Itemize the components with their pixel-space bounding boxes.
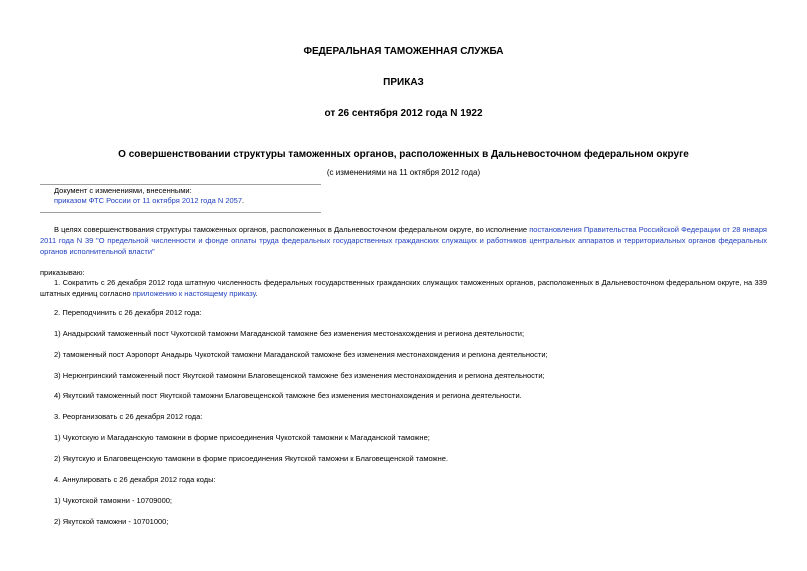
amending-order-link[interactable]: приказом ФТС России от 11 октября 2012 года N 2057 xyxy=(54,196,243,205)
paragraph: 3) Нерюнгринский таможенный пост Якутской таможни Благовещенской таможне без изменения местонахождения и региона деятельности; xyxy=(54,371,545,380)
paragraph: 4) Якутский таможенный пост Якутской таможни Благовещенской таможне без изменения местонахождения и региона деятельности. xyxy=(54,391,522,400)
preamble-paragraph xyxy=(40,224,767,257)
paragraph: 2. Переподчинить с 26 декабря 2012 года: xyxy=(54,308,202,317)
changes-bottom-rule xyxy=(40,212,321,213)
document-date: от 26 сентября 2012 года N 1922 xyxy=(324,108,483,119)
changes-link-line xyxy=(54,196,244,206)
item-1-paragraph xyxy=(40,277,767,299)
paragraph: 1) Чукотской таможни - 10709000; xyxy=(54,496,173,505)
changes-link-tail: . xyxy=(242,196,245,205)
paragraph: 4. Аннулировать с 26 декабря 2012 года коды: xyxy=(54,475,216,484)
order-word: приказываю: xyxy=(40,268,85,277)
document-type: ПРИКАЗ xyxy=(383,77,424,88)
item-1-text: 1. Сократить с 26 декабря 2012 года штатную численность федеральных государственных гражданских служащих таможенных органов, расположенных в Дальневосточном федеральном округе, на 339 штатных единиц согласно xyxy=(40,278,767,298)
paragraph: 3. Реорганизовать с 26 декабря 2012 года: xyxy=(54,412,203,421)
appendix-link[interactable]: приложению к настоящему приказу xyxy=(132,289,256,298)
paragraph: 1) Анадырский таможенный пост Чукотской таможни Магаданской таможне без изменения местонахождения и региона деятельности; xyxy=(54,329,525,338)
paragraph: 2) Якутской таможни - 10701000; xyxy=(54,517,169,526)
government-decree-link[interactable]: постановления Правительства Российской Федерации от 28 января 2011 года N 39 "О предельной численности и фонде оплаты труда федеральных государственных гражданских служащих и работников центральных аппаратов и территориальных органов федеральных органов исполнительной власти" xyxy=(40,225,767,256)
changes-top-rule xyxy=(40,184,321,185)
changes-block xyxy=(54,186,244,206)
paragraph: 2) таможенный пост Аэропорт Анадырь Чукотской таможни Магаданской таможне без изменения местонахождения и региона деятельности; xyxy=(54,350,548,359)
document-title: О совершенствовании структуры таможенных органов, расположенных в Дальневосточном федеральном округе xyxy=(118,149,689,160)
changes-caption: Документ с изменениями, внесенными: xyxy=(54,186,192,195)
preamble-text: В целях совершенствования структуры таможенных органов, расположенных в Дальневосточном федеральном округе, во исполнение xyxy=(54,225,530,234)
agency-name: ФЕДЕРАЛЬНАЯ ТАМОЖЕННАЯ СЛУЖБА xyxy=(303,46,504,57)
amendment-note: (с изменениями на 11 октября 2012 года) xyxy=(326,168,481,177)
paragraph: 2) Якутскую и Благовещенскую таможни в форме присоединения Якутской таможни к Благовещенской таможне. xyxy=(54,454,448,463)
item-1-tail: . xyxy=(255,289,258,298)
paragraph: 1) Чукотскую и Магаданскую таможни в форме присоединения Чукотской таможни к Магаданской таможне; xyxy=(54,433,430,442)
